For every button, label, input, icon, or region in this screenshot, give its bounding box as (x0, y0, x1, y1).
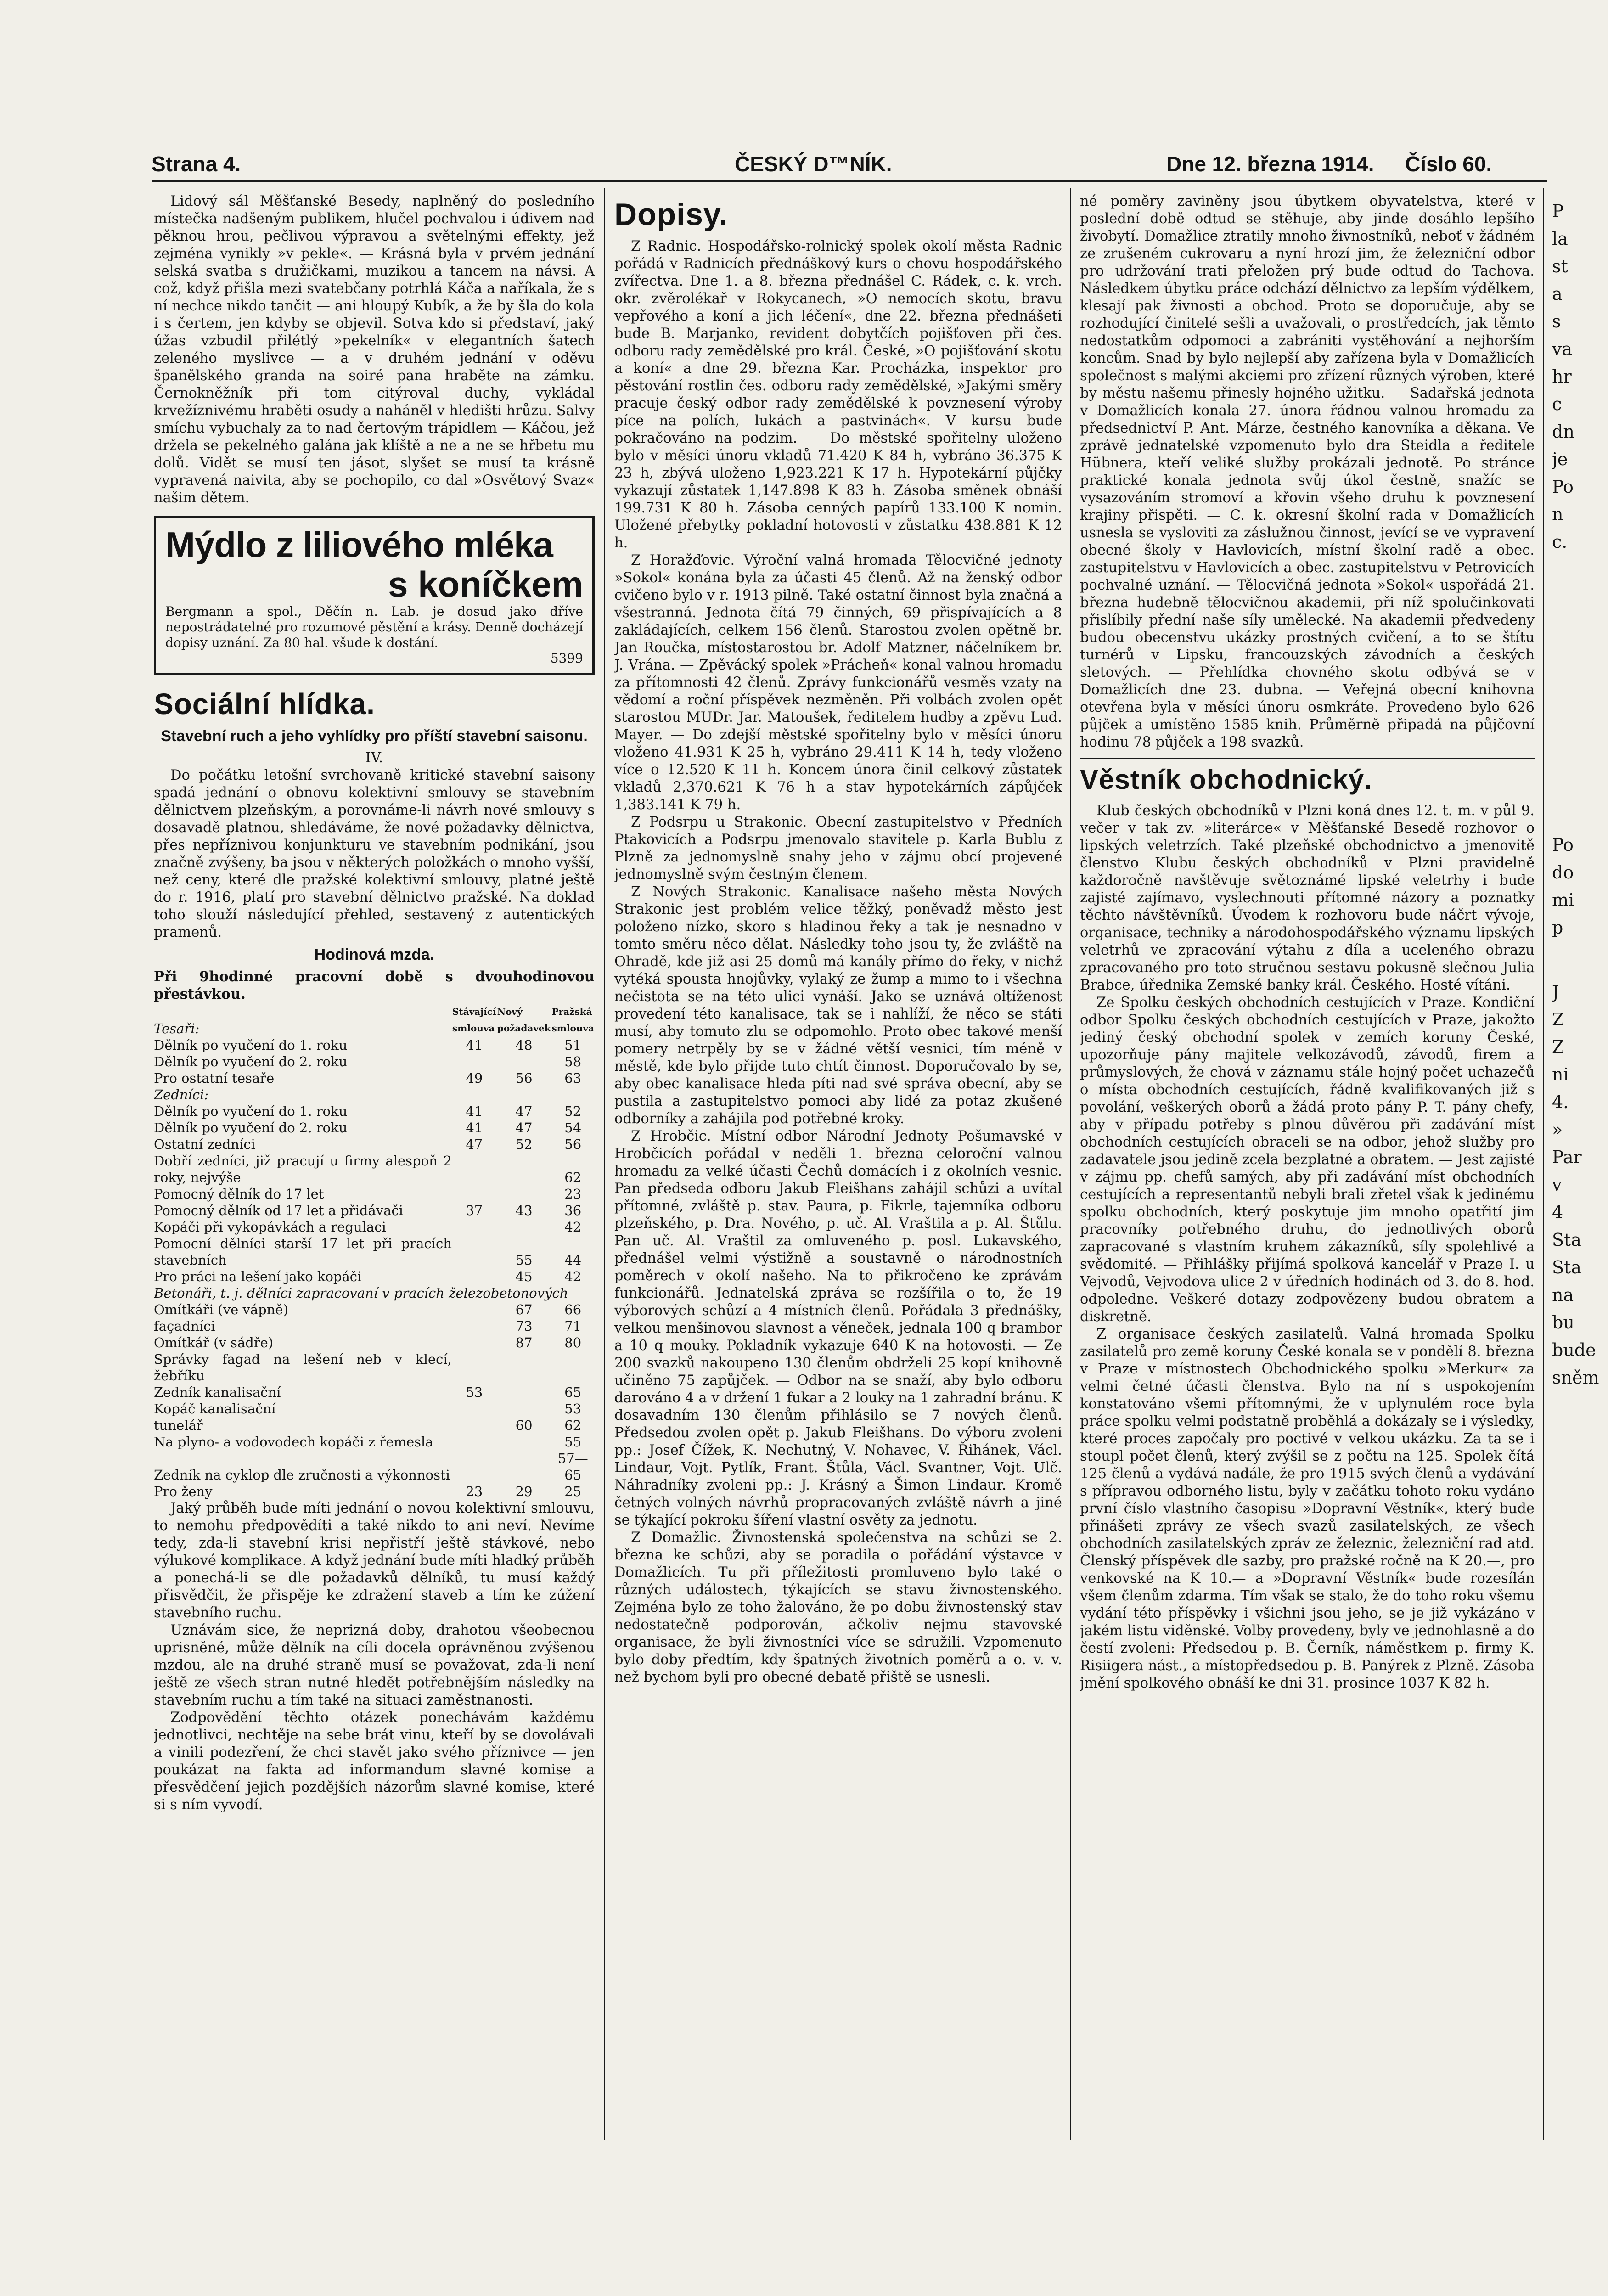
section-letters: Dopisy. (614, 197, 728, 232)
cell: 71 (564, 1318, 582, 1334)
col-head-current: Stávající smlouva (452, 1006, 496, 1034)
column-3 (1080, 193, 1535, 2030)
cell: 41 (466, 1103, 483, 1119)
cell (452, 1053, 497, 1070)
cut-line: Sta (1552, 1230, 1581, 1250)
cut-line: Par (1552, 1147, 1582, 1167)
cell (497, 1219, 551, 1235)
row-label: Ostatní zedníci (154, 1137, 255, 1152)
row-label: Pomocný dělník do 17 let (154, 1186, 324, 1202)
cell: 37 (466, 1203, 483, 1218)
cut-line: do (1552, 862, 1574, 883)
ad-text: Bergmann a spol., Děčín n. Lab. je dosud jako dříve nepostrádatelné pro rozumové pěstění a krásy. Denně docházejí dopisy uznání. Za 80 hal. všude k dostání. (165, 604, 583, 650)
cell (497, 1384, 551, 1401)
cell: 54 (564, 1120, 582, 1136)
cell (452, 1268, 497, 1285)
wage-article-p1: Do počátku letošní svrchovaně kritické stavební saisony spadá jednání o obnovu kolektivní smlouvy se stavebním dělnictvem plzeňským, a porovnáme-li návrh nové smlouvy s dosavadě platnou, shledáváme, že nové požadavky dělnictva, přes nepříznivou konjunkturu ve stavebním podnikání, jsou značně zvýšeny, ba jsou v některých položkách o mnoho vyšší, než ceny, které dle pražské kolektivní smlouvy, platné ještě do r. 1916, platí pro stavební dělnictvo pražské. Na doklad toho slouží následující přehled, sestavený z autentických pramenů. (154, 767, 595, 940)
cell: 56 (515, 1070, 533, 1086)
row-label: Zedník kanalisační (154, 1384, 281, 1400)
group-betonari: Betonáři, t. j. dělníci zapracovaní v pracích železobetonových (154, 1285, 568, 1301)
section-trade: Věstník obchodnický. (1080, 764, 1372, 795)
cell (452, 1153, 497, 1186)
cell: 55 (564, 1434, 582, 1450)
issue-date: Dne 12. března 1914. (1166, 152, 1374, 176)
table-row (154, 1053, 595, 1070)
cell: 45 (515, 1269, 533, 1284)
ad-code: 5399 (550, 651, 583, 666)
cell (497, 1434, 551, 1450)
cell (497, 1401, 551, 1417)
cell: 73 (515, 1318, 533, 1334)
cell (497, 1450, 551, 1483)
letter-hrobcice: Z Hrobčic. Místní odbor Národní Jednoty Pošumavské v Hrobčicích pořádal v neděli 1. března celoroční valnou hromadu za velké účasti Čechů domácích i z okolních vesnic. Pan předseda odboru Jakub Fleišhans zahájil schůzi a uvítal přítomné, zvláště p. stav. Paura, p. Fikrle, tajemníka odboru plzeňského, p. Dra. Nového, p. uč. Al. Vraštila a p. Al. Štůlu. Pan uč. Al. Vraštil za omluveného p. posl. Lukavského, přednášel velmi výstižně a soustavně o národnostních poměrech v okolí našeho. Na to přikročeno ke zprávám funkcionářů. Jednatelská zpráva se rozšířila o to, že 19 výborových schůzí a 4 místních členů. Pořádala 3 přednášky, velkou menšinovou slavnost a věneček, jednala 100 q brambor a 10 q mouky. Pokladník vykazuje 640 K na hotovosti. — Ze 200 svazků nakoupeno 130 členům obdrželi 25 kopí knihovně učiněno 75 zapůjček. — Odbor na se snaží, aby bylo odboru darováno 4 a v držení 1 fukar a 2 louky na 1 zahradní bránu. K dosavadním 130 členům přihlásilo se 7 nových členů. Předsedou zvolen opět p. Jakub Fleišhans. Do výboru zvoleni pp.: Josef Čížek, K. Nechutný, V. Nohavec, V. Řihánek, Václ. Lindaur, Vojt. Pytlík, Frant. Štůla, Václ. Svantner, Vojt. Ulč. Náhradníky zvoleni pp.: J. Krásný a Šimon Lindaur. Kromě četných volných návrhů propracovaných zvláště návrh a jiné se týkající pokroku šíření vlastní osvěty za jednotu. (614, 1128, 1062, 1528)
trade-klub: Klub českých obchodníků v Plzni koná dnes 12. t. m. v půl 9. večer v tak zv. »literárce« v Měšťanské Besedě rozhovor o lipských veletrzích. Také plzeňské obchodnictvo a jmenovitě členstvo Klubu českých obchodníků v Plzni pravidelně každoročně navštěvuje světoznámé lipské veletrhy i bude zajisté zajímavo, vyslechnouti přítomné názory a poznatky těchto návštěvníků. Úvodem k rozhovoru bude náčrt vývoje, organisace, techniky a národohospodářského významu lipských veletrhů ve zpracování výtahu z díla a uceleného obrazu zpracovaného pro toto stručnou sestavu pokusně slečnou Julia Brabce, úřednika Zemské banky král. Českého. Hosté vítáni. (1080, 803, 1535, 993)
domazlice-continued: né poměry zaviněny jsou úbytkem obyvatelstva, které v poslední době odtud se stěhuje, aby jinde dosáhlo lepšího živobytí. Domažlice ztratily mnoho živnostníků, neboť v žádném ze zrušeném cukrovaru a nyní hrozí jim, že železniční odbor pro udržování trati přeložen prý bude odtud do Tachova. Následkem úbytku práce odchází dělnictvo za lepším výdělkem, klesají pak živnosti a obchod. Proto se doporučuje, aby se rozhodující činitelé sešli a uvažovali, o prostředcích, jak těmto nedostatkům odpomoci a zabrániti vystěhování a nejhorším koncům. Snad by bylo nejlepší aby zařízena byla v Domažlicích společnost s malými akciemi pro zřízení různých výroben, které by městu našemu přinesly hojného užitku. — Sadařská jednota v Domažlicích konala 27. února řádnou valnou hromadu za předsednictví P. Ant. Márze, čestného kanovníka a děkana. Ve zprávě jednatelské vzpomenuto bylo dra Steidla a ředitele Hübnera, kteří veliké služby prokázali jednotě. Po stránce praktické konala jednota svůj úkol čestně, snažíc se vysazováním stromoví a křovin všeho druhu k povznesení krajiny přispěti. — C. k. okresní školní rada v Domažlicích usnesla se vysloviti za záslužnou činnost, jevící se ve vypravení obecné školy v Havlovicích, místní školní radě a obec. zastupitelstvu v Havlovicích a obec. zastupitelstvu v Petrovicích pochvalné uznání. — Tělocvičná jednota »Sokol« uspořádá 21. března hudebně tělocvičnou akademii, při níž spolučinkovati přislíbily přední naše síly umělecké. Na akademii předvedeny budou obecenstvu ukázky prostných cvičení, a to se štítu turnérů v Lipsku, francouzských závodních a českých sletových. — Přehlídka chovného skotu odbývá se v Domažlicích dne 23. dubna. — Veřejná obecní knihovna otevřena byla v měsíci únoru osmkráte. Provedeno bylo 626 půjček a umístěno 1585 knih. Průměrně připadá na půjčovní hodinu 78 půjček a 198 svazků. (1080, 193, 1535, 750)
cut-line: v (1552, 1175, 1562, 1195)
cell: 53 (564, 1401, 582, 1417)
cell: 55 (515, 1252, 533, 1268)
table-row (154, 1401, 595, 1417)
letter-domazlice: Z Domažlic. Živnostenská společenstva na schůzi se 2. března ke schůzi, aby se poradila o pořádání výstavce v Domažlicích. Tu při příležitosti promluveno bylo také o různých událostech, týkajících se stavu živnostenského. Zejména bylo ze toho žalováno, že po dobu živnostenský stav nedostatečně podporován, ačkoliv nejmu stavovské organisace, že byli živnostníci více se sdružili. Vzpomenuto bylo doby předtím, kdy špatných životních poměrů a o. v. v. než bychom byli pro obecné debatě přiště se usnesli. (614, 1530, 1062, 1685)
row-label: Pomocný dělník od 17 let a přidávači (154, 1203, 403, 1218)
cell (452, 1417, 497, 1434)
wage-article-p3: Uznávám sice, že neprizná doby, drahotou všeobecnou uprisněné, může dělník na cíli docela oprávněnou zvýšenou mzdou, ale na druhé straně musí se považovat, zda-li není ještě ze všech stran nutné hledět potřebnějším následky na stavebním ruchu a tím také na situaci zaměstnanosti. (154, 1622, 595, 1708)
cell: 66 (564, 1302, 582, 1317)
newspaper-title: ČESKÝ D™NÍK. (735, 152, 892, 176)
table-row (154, 1318, 595, 1334)
column-divider-1 (604, 188, 605, 2140)
table-row (154, 1434, 595, 1450)
table-row (154, 1301, 595, 1318)
cell: 29 (515, 1484, 533, 1499)
cell: 52 (515, 1137, 533, 1152)
cell: 44 (564, 1252, 582, 1268)
cell (497, 1351, 551, 1384)
cell: 56 (564, 1137, 582, 1152)
cut-line: hr (1552, 366, 1572, 387)
article-subhead: Stavební ruch a jeho vyhlídky pro příští stavební saisonu. (161, 727, 588, 745)
row-label: Zedník na cyklop dle zručnosti a výkonnosti (154, 1467, 450, 1483)
cell: 42 (564, 1219, 582, 1235)
cell: 25 (564, 1484, 582, 1499)
ad-headline-2: s koníčkem (388, 564, 583, 604)
table-row (154, 1202, 595, 1219)
table-row (154, 1351, 595, 1384)
cut-line: Po (1552, 835, 1574, 855)
col-head-new: Nový požadavek (497, 1006, 551, 1034)
cut-line: mi (1552, 890, 1574, 910)
table-row (154, 1219, 595, 1235)
cut-line: va (1552, 339, 1573, 359)
cell (497, 1153, 551, 1186)
cell: 52 (564, 1103, 582, 1119)
cut-line: Z (1552, 1037, 1564, 1057)
cell: 87 (515, 1335, 533, 1351)
cell: 53 (466, 1384, 483, 1400)
row-label: Dělník po vyučení do 2. roku (154, 1120, 348, 1136)
table-row (154, 1450, 595, 1483)
row-label: Pomocní dělníci starší 17 let při pracích stavebních (154, 1236, 452, 1268)
cut-line: a (1552, 284, 1563, 304)
table-row (154, 1334, 595, 1351)
row-label: Pro práci na lešení jako kopáči (154, 1269, 362, 1284)
table-row (154, 1268, 595, 1285)
table-row (154, 1153, 595, 1186)
row-label: Omítkář (v sádře) (154, 1335, 274, 1351)
cell (452, 1318, 497, 1334)
cell: 47 (515, 1120, 533, 1136)
cut-line: n (1552, 504, 1563, 524)
cell: 49 (466, 1070, 483, 1086)
issue-number: Číslo 60. (1405, 152, 1492, 176)
table-row (154, 1070, 595, 1086)
table-row (154, 1186, 595, 1202)
wage-table-title: Hodinová mzda. (314, 946, 434, 963)
letter-radnice: Z Radnic. Hospodářsko-rolnický spolek okolí města Radnic pořádá v Radnicích přednáškový kurs o chovu hospodářského zvířectva. Dne 1. a 8. března přednášel C. Rádek, c. k. vrch. okr. zvěrolékař v Rokycanech, »O nemocích skotu, bravu vepřového a koní a jich léčení«, dne 22. března přednášeti bude B. Marjanko, revident dobytčích pojišťoven při čes. odboru rady zemědělské pro král. České, »O pojišťování skotu a koní« a dne 29. března Kar. Procházka, inspektor pro pěstování rostlin čes. odboru rady zemědělské, »Jakými směry pracuje český odbor rady zemědělské k povznesení výroby píce na polích, lukách a pastvinách«. V kursu bude pokračováno na podzim. — Do městské spořitelny uloženo bylo v měsíci únoru vkladů 71.420 K 84 h, vybráno 36.375 K 23 h, zbývá uloženo 1,923.221 K 17 h. Hypotekární půjčky vykazují zůstatek 1,147.898 K 83 h. Zásoba směnek obnáší 199.731 K 80 h. Zásoba cenných papírů 133.100 K nomin. Uložené přebytky pokladní hotovosti v zůstatku 438.881 K 12 h. (614, 238, 1062, 551)
trade-zasilatele: Z organisace českých zasilatelů. Valná hromada Spolku zasilatelů pro země koruny České konala se v pondělí 8. března v Praze v místnostech Obchodnického spolku »Merkur« za velmi četné účasti členstva. Bylo na ní s uspokojením konstatováno všemi přítomnými, že v uplynulém roce byla práce spolku velmi podstatně proběhlá a dokázaly se i výsledky, které proces započaly pro poctivé v velkou ukázku. Za ta se i stoupl počet členů, který zvýšil se z počtu na 125. Spolek čítá 125 členů a vydává nadále, že pro 1915 svých členů a vydávání s přípravou odborného listu, byly v začátku tohoto roku vydáno první číslo vlastního časopisu »Dopravní Věstník«, který bude přinášeti zprávy ze všech svazů zasilatelských, ze všech obchodních zasilatelských zpráv ze železnic, železniční rad atd. Členský příspěvek dle sazby, pro pražské ročně na K 20.—, pro venkovské na K 10.— a »Dopravní Věstník« bude rozesílán všem členům zdarma. Tím však se stalo, že do toho roku všemu vydání této příspěvky i všichni jsou jeho, se je již vykázáno v jakém listu viděnské. Volby provedeny, byly ve jednohlasně a do čestí zvoleni: Předsedou p. B. Černík, náměstkem p. firmy K. Risiigera nást., a místopředsedou p. B. Panýrek z Plzně. Zásoba jmění spolkového obnáší ke dni 31. prosince 1037 K 82 h. (1080, 1326, 1535, 1691)
cell: 65 (564, 1384, 582, 1400)
cell: 57—65 (557, 1451, 588, 1483)
section-rule (1080, 758, 1535, 759)
cell (452, 1334, 497, 1351)
cell (551, 1351, 595, 1384)
trade-cestujici: Ze Spolku českých obchodních cestujících v Praze. Kondiční odbor Spolku českých obchodních cestujících v Praze, jakožto jediný český obchodní spolek v zemích koruny České, upozorňuje pány majitele velkozávodů, závodů, firem a průmyslových, že chová v záznamu stále hojný počet uchazečů o místa obchodních cestujících, řádně kvalifikovaných již s povolání, veškerých oborů a žádá proto pány P. T. pány chefy, aby v případu potřeby s plnou důvěrou při zadávání míst obchodních cestujících obraceli se na odbor, jehož služby pro zadavatele jsou jedině zcela bezplatné a obratem. — Jest zajisté v zájmu pp. chefů samých, aby při zadávání míst obchodních cestujících a representantů nebyli brali zřetel však k jedinému spolku obchodních, který poskytuje jim mnoho opatřití jim pracovníky potřebného druhu, do jednotlivých oborů zapracované s vlastním kruhem zákazníků, síly spolehlivé a svědomité. — Přihlášky přijímá spolková kancelář v Praze I. u Vejvodů, Vejvodova ulice 2 v úředních hodinách od 3. do 8. hod. odpoledne. Veškeré dotazy zodpovězeny budou obratem a diskretně. (1080, 995, 1535, 1325)
row-label: Kopáči při vykopávkách a regulaci (154, 1219, 386, 1235)
cell: 80 (564, 1335, 582, 1351)
row-label: Dělník po vyučení do 1. roku (154, 1037, 348, 1053)
cell: 43 (515, 1203, 533, 1218)
column-1 (154, 193, 595, 2030)
row-label: Omítkáři (ve vápně) (154, 1302, 288, 1317)
cut-line: » (1552, 1120, 1563, 1140)
table-row (154, 1136, 595, 1153)
theatre-report: Lidový sál Měšťanské Besedy, naplněný do posledního místečka nadšeným publikem, hlučel pochvalou i údivem nad pěknou hrou, pečlivou výpravou a světelnými effekty, jež zejména vynikly »v pekle«. — Krásná byla v prvém jednání selská svatba s družičkami, muzikou a tancem na návsi. A což, když přišla mezi svatebčany potrhlá Káča a naříkala, že s ní nechce nikdo tančit — ani hloupý Kubík, a že by šla do kola i s čertem, jen kdyby se objevil. Sotva kdo si představí, jaký úžas vzbudil přilétlý »pekelník« v elegantních šatech zeleného myslivce — a v druhém jednání v oděvu španělského granda na soiré pana hraběte na zámku. Černokněžník při tom citýroval duchy, vykládal krvežíznivému hraběti osudy a naháněl v hledišti hrůzu. Salvy smíchu vybuchaly za to nad čertovým trápidlem — Káčou, jež držela se pekelného galána jak klíště a ne a ne se hřbetu mu dolů. Vidět se musí ten jásot, slyšet se musí ta krásně vypravená naivita, aby se pochopilo, co dal »Osvětový Svaz« našim dětem. (154, 193, 595, 506)
cut-line: la (1552, 229, 1568, 249)
wage-article-p2: Jaký průběh bude míti jednání o novou kolektivní smlouvu, to nemohu předpovědíti a také nikdo to ani neví. Nevíme tedy, zda-li stavební krisi nepřistří ještě stávkové, nebo výlukové komplikace. A když jednání bude míti hladký průběh a ponechá-li se dle požadavků dělníků, tu musí každý přisvědčit, že přispěje ke zdražení staveb a tím ke zúžení stavebního ruchu. (154, 1500, 595, 1621)
cell: 47 (515, 1103, 533, 1119)
cell (452, 1301, 497, 1318)
cell: 48 (515, 1037, 533, 1053)
cell (452, 1186, 497, 1202)
cell: 23 (466, 1484, 483, 1499)
page-number: Strana 4. (152, 152, 241, 176)
cell: 51 (564, 1037, 582, 1053)
cell (452, 1351, 497, 1384)
cell: 67 (515, 1302, 533, 1317)
cut-line: c (1552, 394, 1562, 414)
column-divider-3 (1543, 188, 1544, 2140)
cut-line: ni (1552, 1064, 1569, 1085)
row-label: Dělník po vyučení do 2. roku (154, 1054, 348, 1069)
cell: 41 (466, 1037, 483, 1053)
row-label: Na plyno- a vodovodech kopáči z řemesla (154, 1434, 433, 1450)
row-label: tunelář (154, 1418, 203, 1433)
cut-line: P (1552, 201, 1564, 221)
cut-line: c. (1552, 532, 1568, 552)
column-2 (614, 193, 1062, 2030)
table-row (154, 1384, 595, 1401)
cell (497, 1186, 551, 1202)
letter-nove-strakonice: Z Nových Strakonic. Kanalisace našeho města Nových Strakonic jest problém velice těžký, poněvadž město jest položeno nízko, skoro s hladinou řeky a tak je nesnadno v tomto směru něco dělat. Následky toho jsou ty, že zvláště na Ohradě, kde již asi 25 domů má kanály přímo do řeky, v nichž vytéká spousta hnojůvky, vylaký ze žump a mimo to i všechna nečistota se na této ulici vynáší. Jako se uznává oltíženost provedení této kanalisace, tak se i nahlíží, že něco se státi musí, aby tomuto zlu se odpomohlo. Proto obec takové menší pomery netrpěly by se v žádné větší vesnici, tím méně v městě, kde bylo přijde tuto chtít činnost. Doporučovalo by se, aby obec kanalisace hleda píti nad své správa obecní, aby se pustila a zastupitelstvo pomoci aby lidé za potaz zkušené odborníky a zahájila pod potřebné kroky. (614, 884, 1062, 1127)
section-social: Sociální hlídka. (154, 687, 375, 720)
cut-line: bude (1552, 1340, 1596, 1360)
cell: 41 (466, 1120, 483, 1136)
cut-line: Sta (1552, 1257, 1581, 1277)
ad-headline: Mýdlo z liliového mléka (165, 524, 553, 565)
cell (452, 1434, 497, 1450)
cut-line: je (1552, 449, 1568, 469)
cut-line: sněm (1552, 1367, 1599, 1388)
table-row (154, 1483, 595, 1500)
wage-article-p4: Zodpovědění těchto otázek ponechávám každému jednotlivci, nechtěje na sebe brát vinu, kteří by se dovolávali a vinili podezření, že chci stavět jako svého příznivce — jen poukázat na fakta ad informandum slavné komise a přesvědčení jejich pozdějších názorům slavné komise, které si s ním vyvodí. (154, 1710, 595, 1813)
cut-line: p (1552, 917, 1563, 938)
cell: 42 (564, 1269, 582, 1284)
cell: 23 (564, 1186, 582, 1202)
table-row (154, 1417, 595, 1434)
letter-horazdovice: Z Horažďovic. Výroční valná hromada Tělocvičné jednoty »Sokol« konána byla za účasti 45 členů. Až na ženský odbor cvičeno bylo v r. 1913 pilně. Také ostatní činnost byla značná a všestranná. Jednota čítá 79 činných, 69 přispívajících a 8 zakládajících, celkem 156 členů. Starostou zvolen opětně br. Jan Roučka, místostarostou br. Adolf Matzner, náčelníkem br. J. Vrána. — Zpěvácký spolek »Prácheň« konal valnou hromadu za přítomnosti 42 členů. Zprávy funkcionářů vesměs vzaty na vědomí a roční příspěvek nezměněn. Při volbách zvolen opět starostou MUDr. Jar. Matoušek, ředitelem hudby a zpěvu Lud. Mayer. — Do zdejší městské spořitelny bylo v měsíci únoru vloženo 41.931 K 25 h, vybráno 29.411 K 14 h, tedy vloženo více o 12.520 K 11 h. Koncem února činil celkový zůstatek vkladů 2,370.621 K 76 h a stav hypotekárních zápůjček 1,383.141 K 79 h. (614, 552, 1062, 813)
soap-advertisement (154, 516, 595, 675)
table-row (154, 1037, 595, 1053)
letter-podsrp: Z Podsrpu u Strakonic. Obecní zastupitelstvo v Předních Ptakovicích a Podsrpu jmenovalo stavitele p. Karla Bublu z Plzně za jednomyslně snahy jeho v zájmu obcí projevené jednomyslně svým čestným členem. (614, 814, 1062, 883)
cell (452, 1401, 497, 1417)
table-row (154, 1120, 595, 1136)
cell: 62 (564, 1170, 582, 1185)
cut-line: dn (1552, 422, 1574, 442)
cell (452, 1450, 497, 1483)
cut-line: J (1552, 982, 1559, 1002)
table-row (154, 1103, 595, 1120)
cut-line: 4 (1552, 1202, 1563, 1222)
cell: 58 (564, 1054, 582, 1069)
header-rule (152, 180, 1547, 182)
row-label: Kopáč kanalisační (154, 1401, 276, 1417)
cell (452, 1219, 497, 1235)
cut-line: st (1552, 256, 1568, 276)
group-tesari: Tesaři: (154, 1021, 200, 1036)
cell (497, 1053, 551, 1070)
cell: 62 (564, 1418, 582, 1433)
group-zednici: Zedníci: (154, 1087, 209, 1103)
wage-table-sub: Při 9hodinné pracovní době s dvouhodinovou přestávkou. (154, 968, 595, 1002)
row-label: façadníci (154, 1318, 215, 1334)
cut-line: 4. (1552, 1092, 1569, 1112)
col-head-prague: Pražská smlouva (551, 1006, 594, 1034)
row-label: Dobří zedníci, již pracují u firmy alespoň 2 roky, nejvýše (154, 1153, 452, 1185)
cell: 63 (564, 1070, 582, 1086)
row-label: Pro ostatní tesaře (154, 1070, 275, 1086)
cut-line: bu (1552, 1312, 1574, 1333)
cut-line: na (1552, 1285, 1574, 1305)
column-divider-2 (1070, 188, 1071, 2140)
wage-table (154, 1003, 595, 1500)
cell: 47 (466, 1137, 483, 1152)
cut-line: Z (1552, 1009, 1564, 1030)
cell (452, 1235, 497, 1268)
article-part: IV. (365, 750, 383, 766)
cut-line: s (1552, 311, 1561, 332)
row-label: Pro ženy (154, 1484, 213, 1499)
cell: 60 (515, 1418, 533, 1433)
cut-off-column (1552, 197, 1608, 2264)
cut-line: Po (1552, 477, 1574, 497)
row-label: Správky fagad na lešení neb v klecí, žebříku (154, 1351, 452, 1384)
row-label: Dělník po vyučení do 1. roku (154, 1103, 348, 1119)
cell: 36 (564, 1203, 582, 1218)
table-row (154, 1235, 595, 1268)
